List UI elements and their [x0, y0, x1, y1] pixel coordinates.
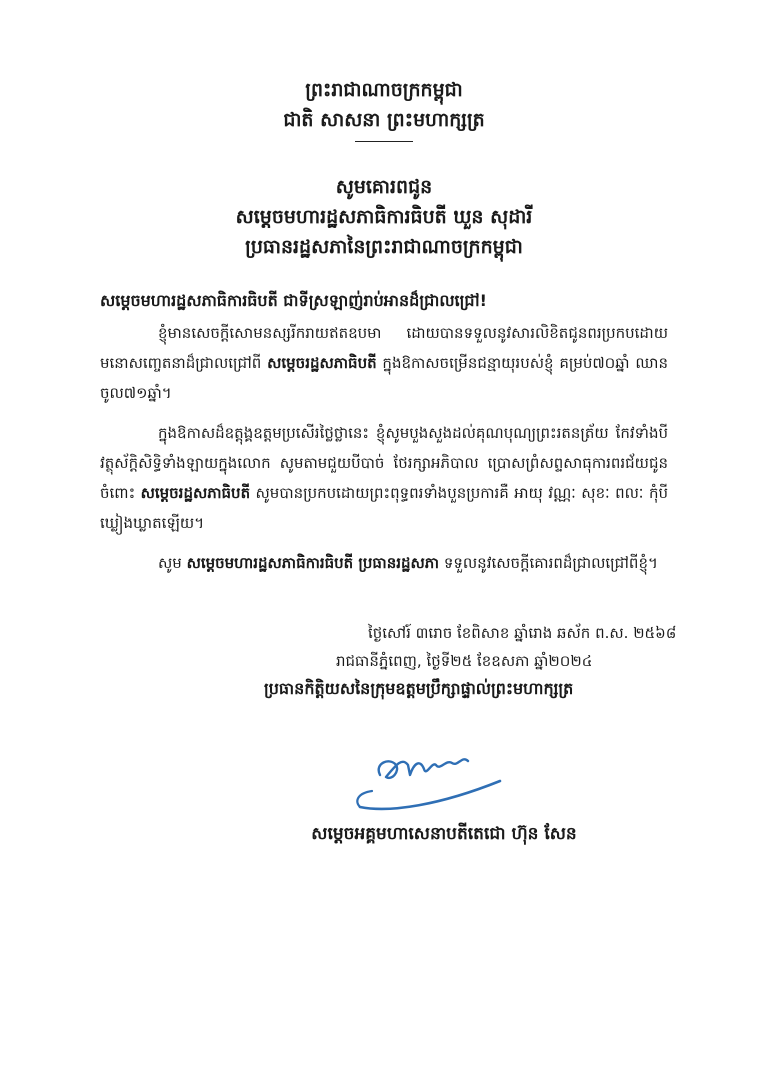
signature-stroke-1: [379, 759, 468, 778]
p3-text-a: សូម: [158, 554, 187, 572]
p2-text-c: សូមបានប្រកបដោយព្រះពុទ្ធពរទាំងបួនប្រការគឺ អាយុ វណ្ណៈ សុខៈ ពលៈ កុំបីឃ្លៀងឃ្លាតឡើយ។: [100, 484, 668, 532]
p3-text-c: ទទួលនូវសេចក្ដីគោរពដ៏ជ្រាលជ្រៅពីខ្ញុំ។: [439, 554, 658, 572]
handwritten-signature: [350, 735, 510, 825]
p1-text-c: ក្នុងឱកាសចម្រើនជន្មាយុរបស់ខ្ញុំ គម្រប់៧០ឆ្នាំ ឈានចូល៧១ឆ្នាំ។: [100, 354, 668, 402]
salutation: សម្ដេចមហារដ្ឋសភាធិការធិបតី ជាទីស្រឡាញ់រាប់អានដ៏ជ្រាលជ្រៅ!: [100, 291, 487, 310]
solar-date: រាជធានីភ្នំពេញ, ថ្ងៃទី២៥ ខែឧសភា ឆ្នាំ២០២៤: [336, 652, 593, 670]
p1-text-a: ខ្ញុំមានសេចក្ដីសោមនស្សរីករាយឥតឧបមា ដោយបានទទួលនូវសារលិខិតជូនពរប្រកបដោយមនោសញ្ចេតនាដ៏ជ្រាលជ្រៅពី: [100, 324, 668, 372]
recipient-greeting: សូមគោរពជូន: [335, 176, 433, 198]
signature-stroke-2: [360, 781, 500, 809]
signer-name: សម្ដេចអគ្គមហាសេនាបតីតេជោ ហ៊ុន សែន: [311, 824, 577, 844]
sender-position: ប្រធានកិត្តិយសនៃក្រុមឧត្ដមប្រឹក្សាផ្ទាល់ព្រះមហាក្សត្រ: [264, 679, 574, 698]
recipient-name: សម្ដេចមហារដ្ឋសភាធិការធិបតី ឃួន សុដារី: [235, 206, 533, 228]
paragraph-3: [100, 548, 668, 578]
header-divider: [355, 141, 413, 142]
paragraph-2: [100, 418, 668, 538]
signature-stroke-3: [357, 791, 372, 807]
p2-text-a: ក្នុងឱកាសដ៏ឧត្ដុង្គឧត្ដមប្រសើរថ្លៃថ្លានេះ ខ្ញុំសូមបួងសួងដល់គុណបុណ្យព្រះរតនត្រ័យ កែវទាំងបី វត្ថុស័ក្ដិសិទ្ធិទាំងឡាយក្នុងលោក សូមតាមជួយបីបាច់ ថែរក្សាអភិបាល ប្រោសព្រំសព្ទសាធុការពរជ័យជូនចំពោះ: [100, 424, 668, 502]
recipient-title: ប្រធានរដ្ឋសភានៃព្រះរាជាណាចក្រកម្ពុជា: [245, 236, 523, 258]
p2-text-bold: សម្ដេចរដ្ឋសភាធិបតី: [140, 484, 251, 502]
p1-text-bold: សម្ដេចរដ្ឋសភាធិបតី: [267, 354, 377, 372]
lunar-date: ថ្ងៃសៅរ៍ ៣រោច ខែពិសាខ ឆ្នាំរោង ឆស័ក ព.ស. ២៥៦៨: [368, 624, 677, 642]
p3-text-bold: សម្ដេចមហារដ្ឋសភាធិការធិបតី ប្រធានរដ្ឋសភា: [186, 554, 440, 572]
national-motto: ជាតិ សាសនា ព្រះមហាក្សត្រ: [283, 109, 485, 131]
paragraph-1: [100, 318, 668, 408]
recipient-block: [0, 172, 768, 262]
kingdom-title: ព្រះរាជាណាចក្រកម្ពុជា: [305, 79, 463, 101]
national-header: [0, 75, 768, 135]
